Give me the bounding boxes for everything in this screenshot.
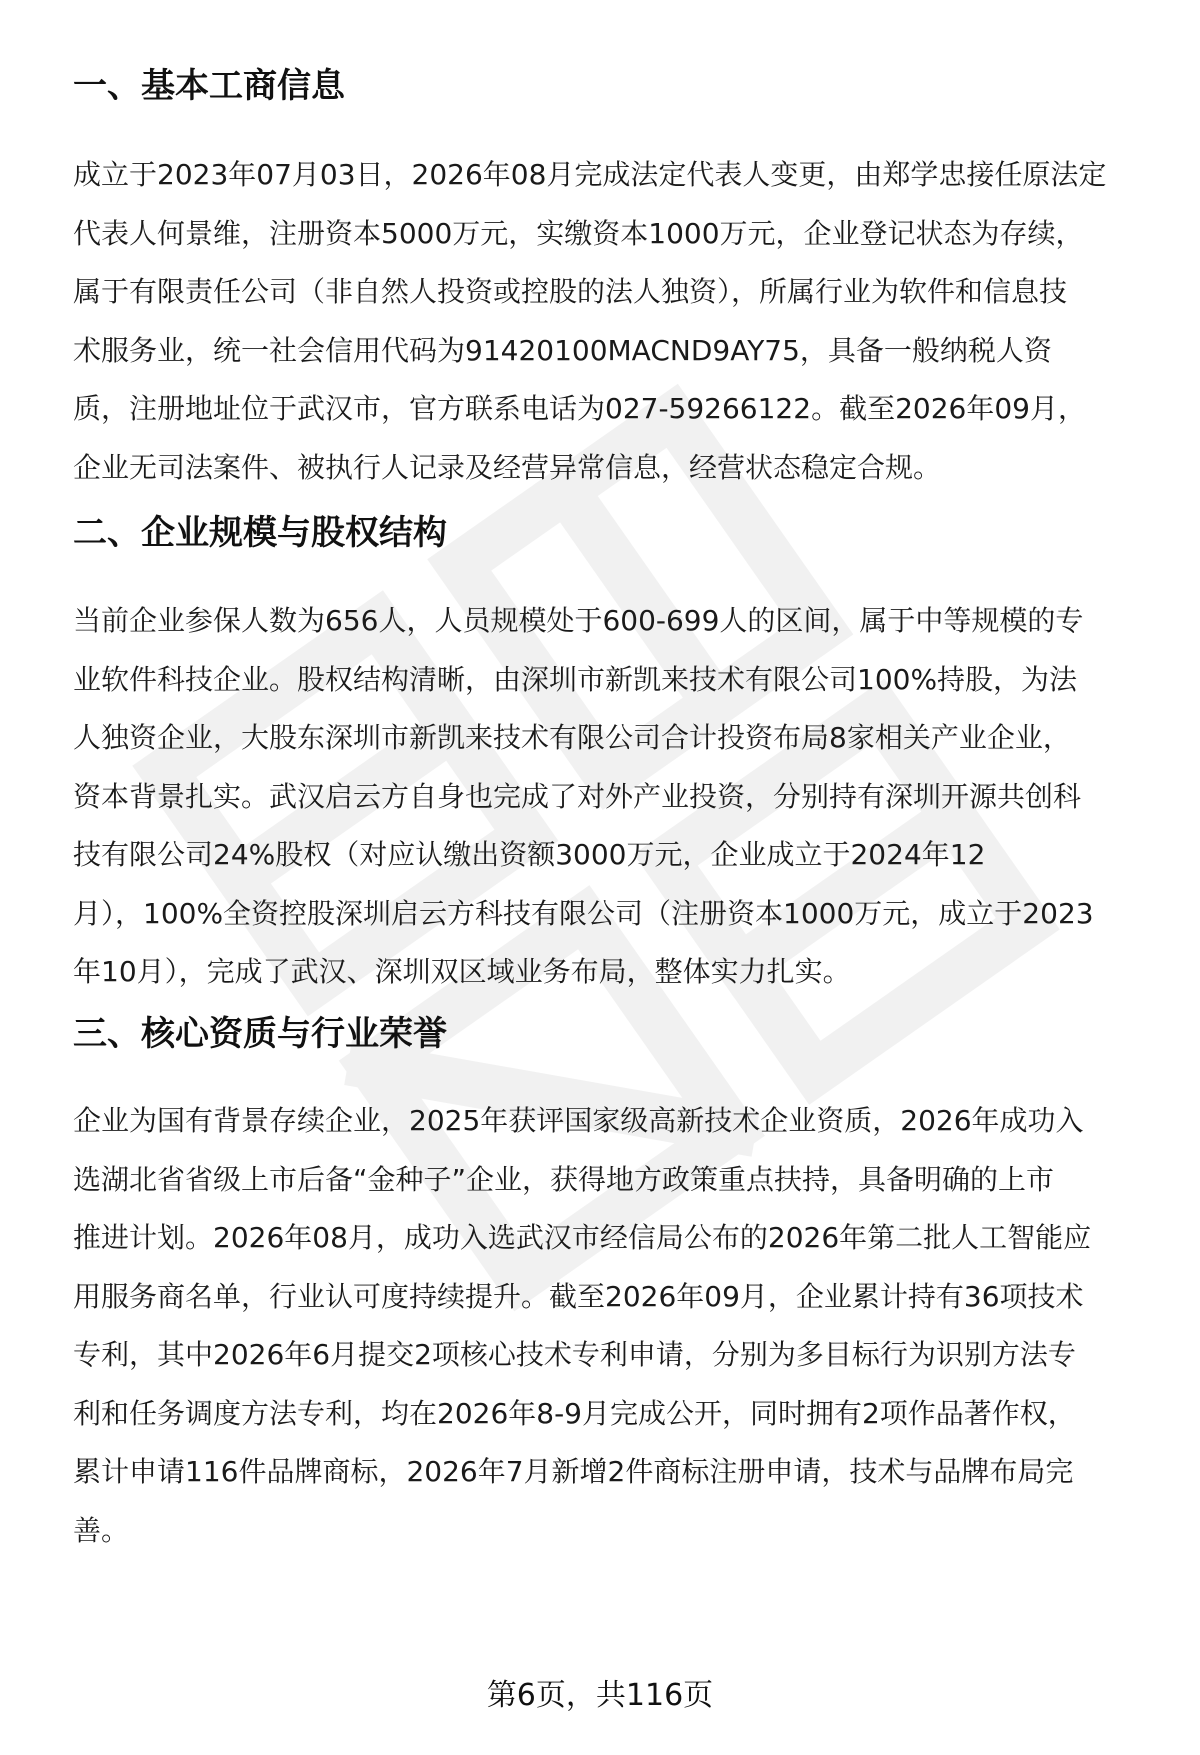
paragraph-line: 资本背景扎实。武汉启云方自身也完成了对外产业投资，分别持有深圳开源共创科 bbox=[73, 779, 1082, 813]
section-title-basic-info: 一、基本工商信息 bbox=[73, 66, 345, 106]
paragraph-line: 善。 bbox=[73, 1513, 130, 1547]
paragraph-line: 质，注册地址位于武汉市，官方联系电话为027-59266122。截至2026年09月， bbox=[73, 392, 1086, 425]
paragraph-line: 成立于2023年07月03日，2026年08月完成法定代表人变更，由郑学忠接任原法定 bbox=[73, 158, 1107, 191]
paragraph-line: 术服务业，统一社会信用代码为91420100MACND9AY75，具备一般纳税人资 bbox=[73, 333, 1052, 367]
section-paragraph-qualifications bbox=[73, 1092, 1153, 1560]
paragraph-line: 人独资企业，大股东深圳市新凯来技术有限公司合计投资布局8家相关产业企业， bbox=[73, 721, 1071, 754]
paragraph-line: 业软件科技企业。股权结构清晰，由深圳市新凯来技术有限公司100%持股，为法 bbox=[73, 662, 1078, 696]
paragraph-line: 累计申请116件品牌商标，2026年7月新增2件商标注册申请，技术与品牌布局完 bbox=[73, 1455, 1074, 1488]
paragraph-line: 利和任务调度方法专利，均在2026年8-9月完成公开，同时拥有2项作品著作权， bbox=[73, 1396, 1076, 1430]
paragraph-line: 企业无司法案件、被执行人记录及经营异常信息，经营状态稳定合规。 bbox=[73, 450, 942, 484]
paragraph-line: 选湖北省省级上市后备“金种子”企业，获得地方政策重点扶持，具备明确的上市 bbox=[73, 1162, 1055, 1196]
paragraph-line: 月），100%全资控股深圳启云方科技有限公司（注册资本1000万元，成立于2023 bbox=[73, 896, 1094, 930]
section-title-scale-equity: 二、企业规模与股权结构 bbox=[73, 513, 447, 553]
section-title-qualifications: 三、核心资质与行业荣誉 bbox=[73, 1014, 447, 1054]
paragraph-line: 当前企业参保人数为656人，人员规模处于600-699人的区间，属于中等规模的专 bbox=[73, 604, 1084, 637]
paragraph-line: 用服务商名单，行业认可度持续提升。截至2026年09月，企业累计持有36项技术 bbox=[73, 1279, 1084, 1313]
paragraph-line: 推进计划。2026年08月，成功入选武汉市经信局公布的2026年第二批人工智能应 bbox=[73, 1221, 1092, 1254]
paragraph-line: 技有限公司24%股权（对应认缴出资额3000万元，企业成立于2024年12 bbox=[73, 838, 986, 871]
section-paragraph-scale-equity bbox=[73, 592, 1153, 1002]
paragraph-line: 属于有限责任公司（非自然人投资或控股的法人独资），所属行业为软件和信息技 bbox=[73, 275, 1068, 308]
paragraph-line: 企业为国有背景存续企业，2025年获评国家级高新技术企业资质，2026年成功入 bbox=[73, 1104, 1084, 1137]
paragraph-line: 年10月），完成了武汉、深圳双区域业务布局，整体实力扎实。 bbox=[73, 955, 851, 988]
page-number-footer: 第6页，共116页 bbox=[486, 1678, 714, 1713]
paragraph-line: 代表人何景维，注册资本5000万元，实缴资本1000万元，企业登记状态为存续， bbox=[73, 216, 1084, 250]
paragraph-line: 专利，其中2026年6月提交2项核心技术专利申请，分别为多目标行为识别方法专 bbox=[73, 1338, 1076, 1371]
section-paragraph-basic-info bbox=[73, 146, 1153, 497]
